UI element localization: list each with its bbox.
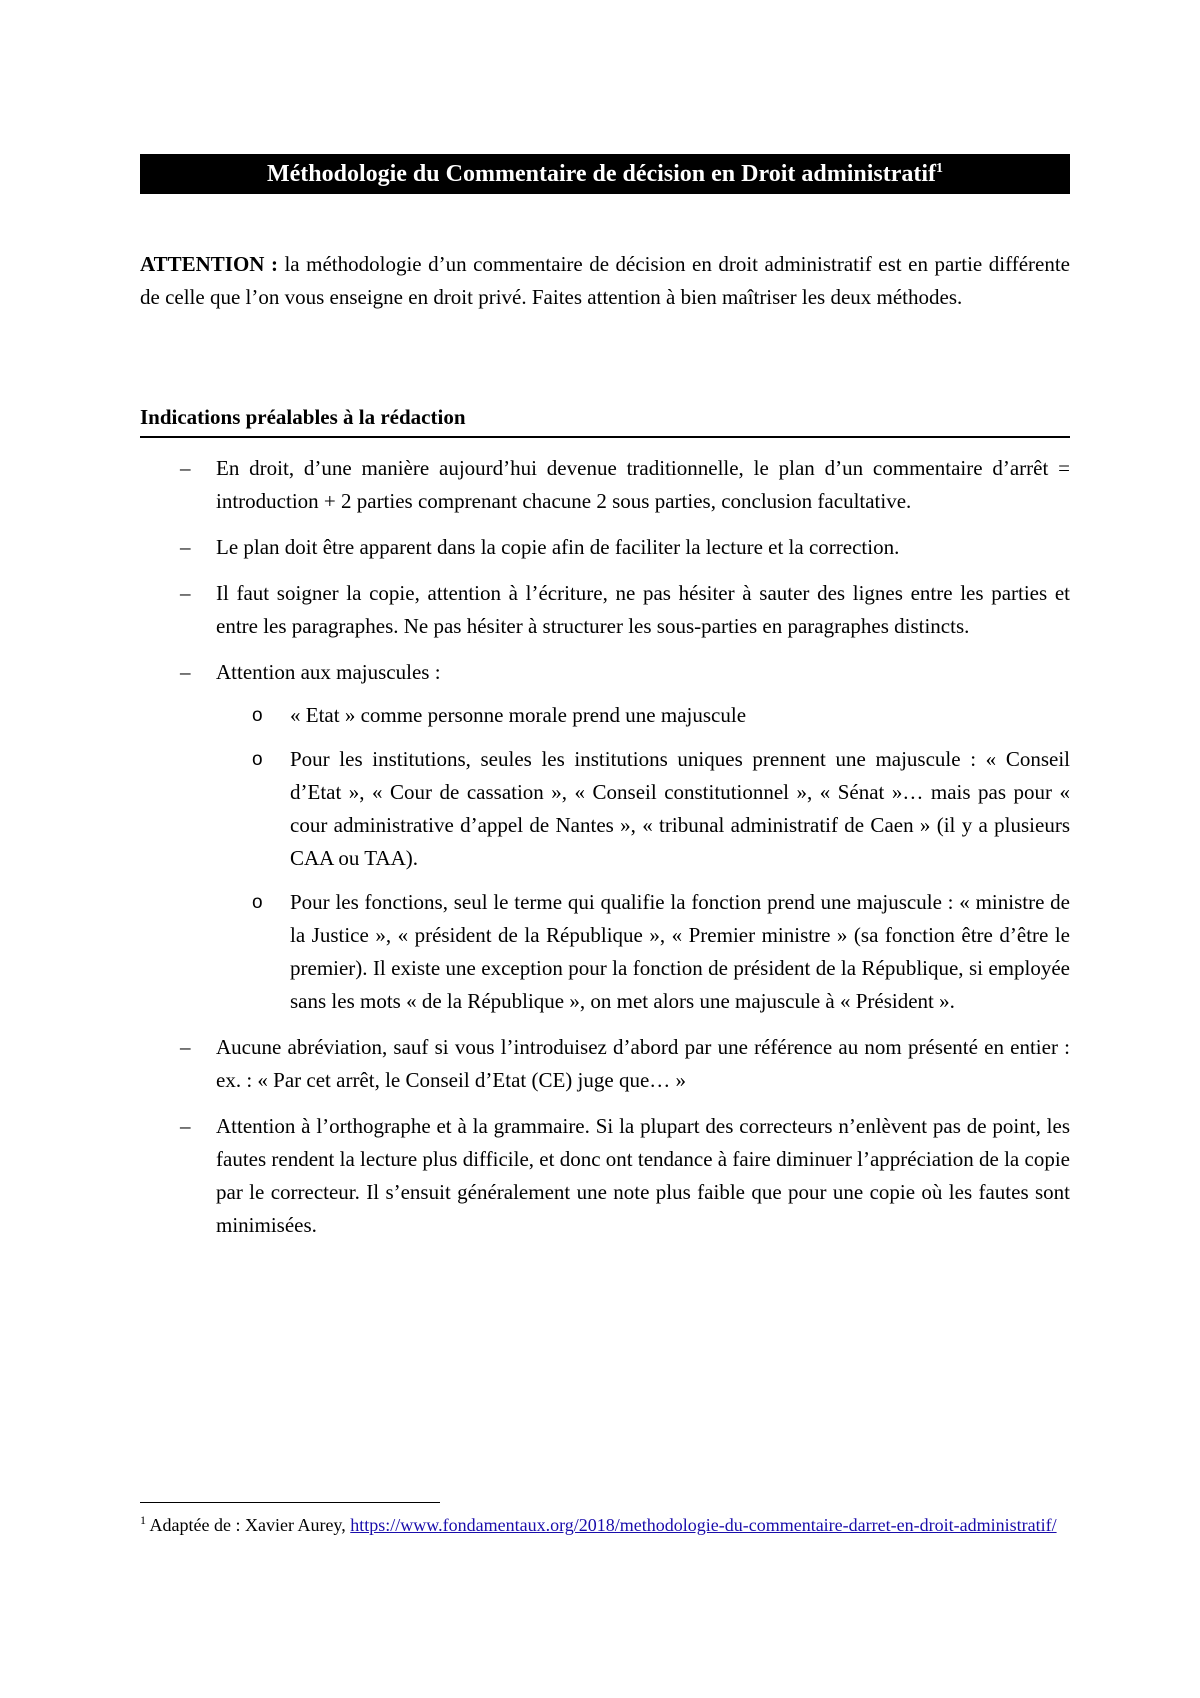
sublist-item-text: Pour les fonctions, seul le terme qui qualifie la fonction prend une majuscule : « ministre de la Justice », « président de la République », « Premier ministre » (sa fonction être d’être le premier). Il existe une exception pour la fonction de président de la République, si employée sans les mots « de la République », on met alors une majuscule à « Président ». xyxy=(290,890,1070,1013)
list-item-text: Aucune abréviation, sauf si vous l’introduisez d’abord par une référence au nom présenté en entier : ex. : « Par cet arrêt, le Conseil d’Etat (CE) juge que… » xyxy=(216,1035,1070,1092)
title-footnote-mark: 1 xyxy=(936,161,944,176)
dash-bullet: – xyxy=(180,1035,191,1059)
indications-list xyxy=(140,452,1070,1255)
list-item xyxy=(140,531,1070,564)
dash-bullet: – xyxy=(180,660,191,684)
list-item xyxy=(140,1031,1070,1097)
attention-text: la méthodologie d’un commentaire de décision en droit administratif est en partie différente de celle que l’on vous enseigne en droit privé. Faites attention à bien maîtriser les deux méthodes. xyxy=(140,252,1070,309)
list-item xyxy=(140,577,1070,643)
sublist-item xyxy=(140,699,1070,732)
dash-bullet: – xyxy=(180,456,191,480)
list-item xyxy=(140,656,1070,1018)
footnote-link[interactable]: https://www.fondamentaux.org/2018/methodologie-du-commentaire-darret-en-droit-administratif/ xyxy=(350,1515,1057,1535)
circle-bullet: o xyxy=(252,892,263,913)
footnote xyxy=(140,1510,1070,1540)
dash-bullet: – xyxy=(180,535,191,559)
footnote-separator xyxy=(140,1502,440,1503)
attention-label: ATTENTION : xyxy=(140,252,278,276)
list-item xyxy=(140,452,1070,518)
list-item-text: Attention à l’orthographe et à la grammaire. Si la plupart des correcteurs n’enlèvent pas de point, les fautes rendent la lecture plus difficile, et donc ont tendance à faire diminuer l’appréciation de la copie par le correcteur. Il s’ensuit généralement une note plus faible que pour une copie où les fautes sont minimisées. xyxy=(216,1114,1070,1237)
dash-bullet: – xyxy=(180,1114,191,1138)
list-item-text: En droit, d’une manière aujourd’hui devenue traditionnelle, le plan d’un commentaire d’arrêt = introduction + 2 parties comprenant chacune 2 sous parties, conclusion facultative. xyxy=(216,456,1070,513)
attention-paragraph xyxy=(140,248,1070,314)
footnote-text: Adaptée de : Xavier Aurey, xyxy=(146,1515,351,1535)
circle-bullet: o xyxy=(252,749,263,770)
document-title xyxy=(140,154,1070,194)
section-heading: Indications préalables à la rédaction xyxy=(140,402,1070,438)
sublist-item-text: Pour les institutions, seules les institutions uniques prennent une majuscule : « Conseil d’Etat », « Cour de cassation », « Conseil constitutionnel », « Sénat »… mais pas pour « cour administrative d’appel de Nantes », « tribunal administratif de Caen » (il y a plusieurs CAA ou TAA). xyxy=(290,747,1070,870)
list-item-text: Le plan doit être apparent dans la copie afin de faciliter la lecture et la correction. xyxy=(216,535,900,559)
sublist-item xyxy=(140,743,1070,875)
dash-bullet: – xyxy=(180,581,191,605)
footnote-mark: 1 xyxy=(140,1513,146,1527)
sublist-item xyxy=(140,886,1070,1018)
list-item xyxy=(140,1110,1070,1242)
sublist-item-text: « Etat » comme personne morale prend une majuscule xyxy=(290,703,747,727)
capitals-sublist xyxy=(140,699,1070,1018)
list-item-text: Attention aux majuscules : xyxy=(216,660,441,684)
circle-bullet: o xyxy=(252,705,263,726)
document-title-text: Méthodologie du Commentaire de décision en Droit administratif xyxy=(266,161,937,187)
list-item-text: Il faut soigner la copie, attention à l’écriture, ne pas hésiter à sauter des lignes entre les parties et entre les paragraphes. Ne pas hésiter à structurer les sous-parties en paragraphes distincts. xyxy=(216,581,1070,638)
